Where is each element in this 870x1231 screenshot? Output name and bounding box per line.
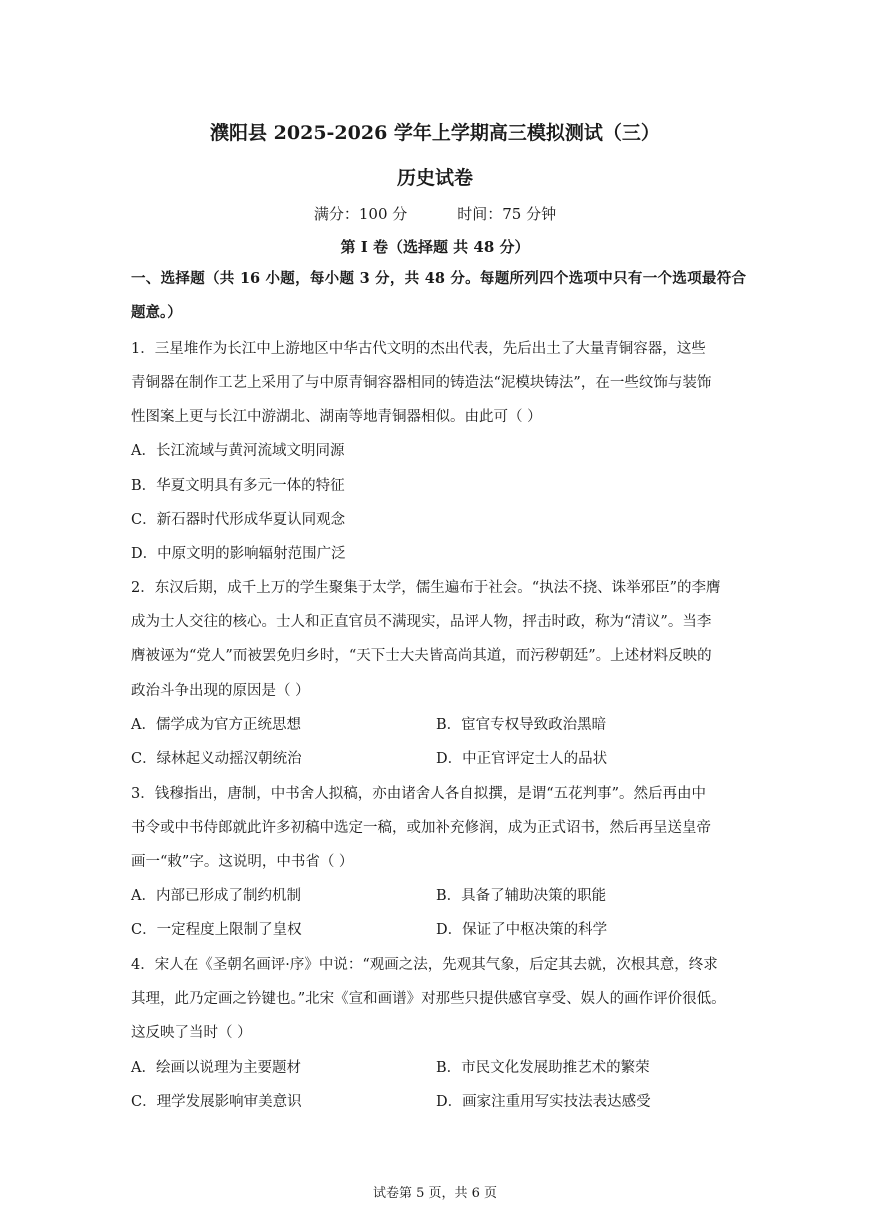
instructions: 一、选择题（共 16 小题，每小题 3 分，共 48 分。每题所列四个选项中只有一个选项最符合题意。） [131, 270, 746, 321]
q2-option-a[interactable]: A．儒学成为官方正统思想 [131, 717, 301, 733]
exam-meta [0, 203, 870, 224]
q1-option-b[interactable]: B．华夏文明具有多元一体的特征 [131, 478, 345, 494]
q2-option-d[interactable]: D．中正官评定士人的品状 [436, 751, 608, 767]
q4-option-d[interactable]: D．画家注重用写实技法表达感受 [436, 1094, 651, 1110]
q4-line-3: 这反映了当时（ ） [131, 1025, 252, 1041]
q1-option-c[interactable]: C．新石器时代形成华夏认同观念 [131, 512, 346, 528]
q1-option-a[interactable]: A．长江流域与黄河流域文明同源 [131, 443, 345, 459]
q3-line-1: 3．钱穆指出，唐制，中书舍人拟稿，亦由诸舍人各自拟撰，是谓“五花判事”。然后再由中 [131, 786, 707, 802]
q4-option-b[interactable]: B．市民文化发展助推艺术的繁荣 [436, 1060, 650, 1076]
q3-option-b[interactable]: B．具备了辅助决策的职能 [436, 888, 607, 904]
q3-line-2: 书令或中书侍郎就此许多初稿中选定一稿，或加补充修润，成为正式诏书，然后再呈送皇帝 [131, 820, 711, 836]
q3-option-d[interactable]: D．保证了中枢决策的科学 [436, 922, 608, 938]
q4-option-a[interactable]: A．绘画以说理为主要题材 [131, 1060, 301, 1076]
q1-line-1: 1．三星堆作为长江中上游地区中华古代文明的杰出代表，先后出土了大量青铜容器，这些 [131, 341, 706, 357]
q4-option-c[interactable]: C．理学发展影响审美意识 [131, 1094, 302, 1110]
exam-title: 濮阳县 2025-2026 学年上学期高三模拟测试（三） [210, 122, 660, 144]
q4-line-1: 4．宋人在《圣朝名画评·序》中说：“观画之法，先观其气象，后定其去就，次根其意，终求 [131, 957, 718, 973]
q3-option-a[interactable]: A．内部已形成了制约机制 [131, 888, 301, 904]
q2-option-c[interactable]: C．绿林起义动摇汉朝统治 [131, 751, 302, 767]
page-footer: 试卷第 5 页，共 6 页 [372, 1186, 498, 1201]
full-score: 满分：100 分 [313, 205, 408, 223]
q2-line-2: 成为士人交往的核心。士人和正直官员不满现实，品评人物，抨击时政，称为“清议”。当李 [131, 614, 712, 630]
exam-subtitle: 历史试卷 [396, 167, 473, 189]
q1-line-3: 性图案上更与长江中游湖北、湖南等地青铜器相似。由此可（ ） [131, 409, 542, 425]
q2-option-b[interactable]: B．宦官专权导致政治黑暗 [436, 717, 607, 733]
q2-line-1: 2．东汉后期，成千上万的学生聚集于太学，儒生遍布于社会。“执法不挠、诛举邪臣”的李膺 [131, 580, 721, 596]
section-heading: 第 I 卷（选择题 共 48 分） [340, 238, 530, 256]
q2-line-3: 膺被诬为“党人”而被罢免归乡时，“天下士大夫皆高尚其道，而污秽朝廷”。上述材料反映的 [131, 648, 712, 664]
q3-option-c[interactable]: C．一定程度上限制了皇权 [131, 922, 302, 938]
q2-line-4: 政治斗争出现的原因是（ ） [131, 683, 310, 699]
q4-line-2: 其理，此乃定画之钤键也。”北宋《宣和画谱》对那些只提供感官享受、娱人的画作评价很低。 [131, 991, 726, 1007]
q1-line-2: 青铜器在制作工艺上采用了与中原青铜容器相同的铸造法“泥模块铸法”，在一些纹饰与装饰 [131, 375, 712, 391]
q1-option-d[interactable]: D．中原文明的影响辐射范围广泛 [131, 546, 346, 562]
exam-time: 时间：75 分钟 [457, 205, 557, 223]
q3-line-3: 画一“敕”字。这说明，中书省（ ） [131, 854, 354, 870]
